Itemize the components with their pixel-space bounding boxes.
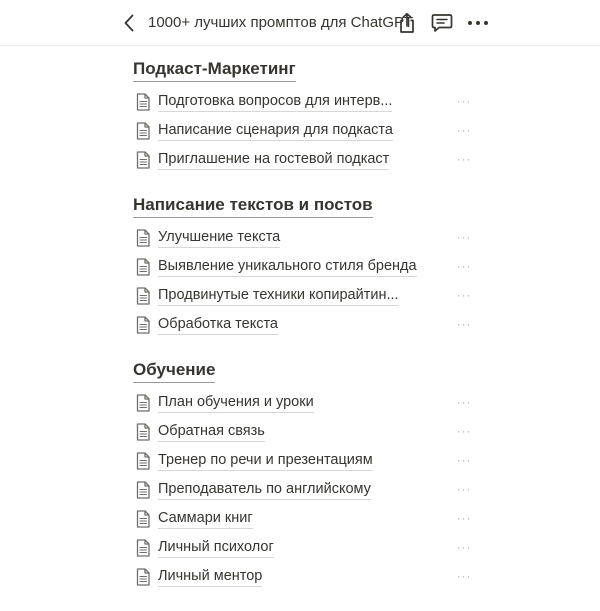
row-more-icon[interactable]: ··· [456,94,472,108]
row-more-icon[interactable]: ··· [456,230,472,244]
page-icon [135,151,151,169]
page-link-label[interactable]: Написание сценария для подкаста [158,121,393,141]
page-link-label[interactable]: Личный психолог [158,538,274,558]
page-icon [135,539,151,557]
page-link-label[interactable]: Тренер по речи и презентациям [158,451,373,471]
chevron-left-icon [124,14,134,32]
page-icon [135,229,151,247]
more-options-button[interactable] [464,9,492,37]
page-icon [135,423,151,441]
page-link-label[interactable]: Обратная связь [158,422,265,442]
page-icon [135,316,151,334]
row-more-icon[interactable]: ··· [456,424,472,438]
page-link-item[interactable] [133,310,483,339]
row-more-icon[interactable]: ··· [456,123,472,137]
comment-icon [431,13,453,33]
page-icon [135,568,151,586]
page-link-item[interactable] [133,417,483,446]
back-button[interactable] [118,10,140,36]
page-link-item[interactable] [133,116,483,145]
row-more-icon[interactable]: ··· [456,453,472,467]
page-link-item[interactable] [133,388,483,417]
top-bar [0,0,600,46]
page-link-label[interactable]: План обучения и уроки [158,393,314,413]
row-more-icon[interactable]: ··· [456,259,472,273]
page-title: 1000+ лучших промптов для ChatGPT [148,14,414,31]
row-more-icon[interactable]: ··· [456,482,472,496]
page-link-label[interactable]: Продвинутые техники копирайтин... [158,286,399,306]
share-icon [397,12,417,34]
page-link-label[interactable]: Выявление уникального стиля бренда [158,257,417,277]
row-more-icon[interactable]: ··· [456,395,472,409]
row-more-icon[interactable]: ··· [456,317,472,331]
page-link-label[interactable]: Саммари книг [158,509,253,529]
page-link-item[interactable] [133,504,483,533]
comment-button[interactable] [428,9,456,37]
section-heading: Написание текстов и постов [133,194,373,218]
page-link-item[interactable] [133,252,483,281]
section [133,359,483,591]
section [133,194,483,339]
row-more-icon[interactable]: ··· [456,152,472,166]
page-link-item[interactable] [133,223,483,252]
row-more-icon[interactable]: ··· [456,540,472,554]
page-icon [135,122,151,140]
page-icon [135,258,151,276]
row-more-icon[interactable]: ··· [456,569,472,583]
row-more-icon[interactable]: ··· [456,511,472,525]
share-button[interactable] [393,9,421,37]
page-link-item[interactable] [133,446,483,475]
row-more-icon[interactable]: ··· [456,288,472,302]
page-link-label[interactable]: Личный ментор [158,567,262,587]
page-link-label[interactable]: Преподаватель по английскому [158,480,371,500]
page-link-label[interactable]: Приглашение на гостевой подкаст [158,150,389,170]
page-icon [135,452,151,470]
page-link-item[interactable] [133,562,483,591]
page-icon [135,481,151,499]
page-link-item[interactable] [133,281,483,310]
page-link-label[interactable]: Подготовка вопросов для интерв... [158,92,392,112]
page-content [133,58,483,611]
page-link-item[interactable] [133,87,483,116]
page-link-item[interactable] [133,475,483,504]
page-icon [135,93,151,111]
page-link-label[interactable]: Обработка текста [158,315,278,335]
section [133,58,483,174]
page-icon [135,394,151,412]
page-link-label[interactable]: Улучшение текста [158,228,280,248]
page-icon [135,510,151,528]
page-link-item[interactable] [133,533,483,562]
more-horizontal-icon [467,20,489,26]
section-heading: Обучение [133,359,215,383]
page-link-item[interactable] [133,145,483,174]
page-icon [135,287,151,305]
section-heading: Подкаст-Маркетинг [133,58,296,82]
